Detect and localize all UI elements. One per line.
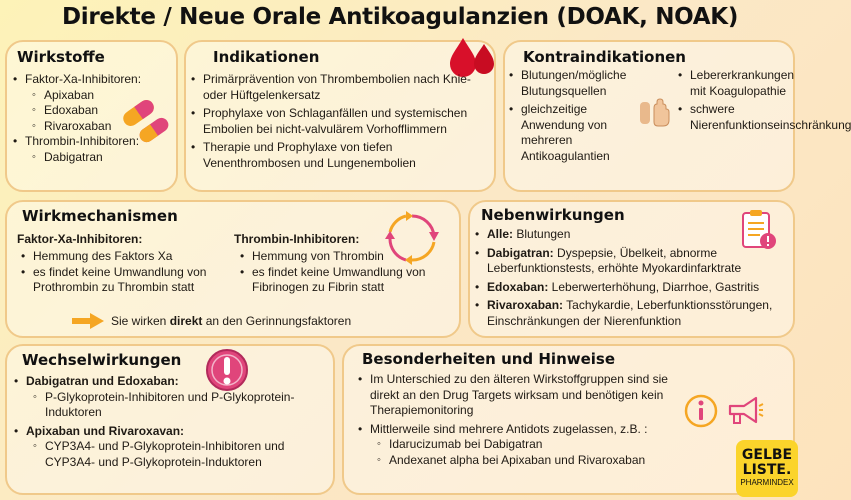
list-item: • es findet keine Umwandlung von Fibrinogen zu Fibrin statt [239,265,457,296]
nebenwirkung-label: Edoxaban: [487,279,549,294]
wechselwirkungen-list [13,374,331,470]
list-item [474,227,786,243]
kontraindikationen-col1 [508,68,635,164]
list-item: ◦ Dabigatran [12,150,174,166]
besonderheiten-heading: Besonderheiten und Hinweise [362,350,616,368]
arrow-right-icon [72,313,104,329]
megaphone-icon [724,394,764,428]
list-item [474,246,786,277]
nebenwirkung-label: Rivaroxaban: [487,298,564,312]
stop-hand-icon [636,96,676,130]
faktor-xa-subheading: Faktor-Xa-Inhibitoren: [17,232,143,246]
gelbe-liste-logo [736,440,798,497]
indikationen-list [190,72,492,171]
list-item: ◦ Andexanet alpha bei Apixaban und Rivaroxaban [357,453,683,469]
logo-line2: LISTE. [742,462,792,478]
kontraindikationen-col2 [677,68,851,133]
nebenwirkungen-heading: Nebenwirkungen [481,206,625,224]
list-item: ◦ Rivaroxaban [12,119,174,135]
list-item: • Blutungen/mögliche Blutungsquellen [508,68,635,99]
list-item: ◦ CYP3A4- und P-Glykoprotein-Inhibitoren und CYP3A4- und P-Glykoprotein-Induktoren [13,439,331,470]
list-item [474,298,786,329]
list-item: ◦ Idarucizumab bei Dabigatran [357,437,683,453]
list-item: • Primärprävention von Thrombembolien nach Knie- oder Hüftgelenkersatz [190,72,492,103]
nebenwirkung-text: Dyspepsie, Übelkeit, abnorme Leberfunktionstests, erhöhte Myokardinfarktrate [487,245,742,275]
page-title: Direkte / Neue Orale Antikoagulanzien (DOAK, NOAK) [61,4,739,30]
list-item: • Thrombin-Inhibitoren: [12,134,174,150]
list-item: • schwere Nierenfunktionseinschränkung [677,102,791,133]
note-bold: direkt [169,314,203,328]
list-item [13,424,331,440]
list-item: • Prophylaxe von Schlaganfällen und systemischen Embolien bei nicht-valvulärem Vorhofflimmern [190,106,492,137]
indikationen-heading: Indikationen [213,48,320,66]
list-item: ◦ Apixaban [12,88,174,104]
list-item: • Hemmung von Thrombin [239,249,457,265]
wirkstoffe-heading: Wirkstoffe [17,48,105,66]
list-item: • es findet keine Umwandlung von Prothrombin zu Thrombin statt [20,265,232,296]
thrombin-subheading: Thrombin-Inhibitoren: [234,232,360,246]
list-item: • Lebererkrankungen mit Koagulopathie [677,68,791,99]
wechselwirkung-group: Dabigatran und Edoxaban: [26,374,179,388]
wirkmechanismen-note [111,314,351,328]
list-item [474,280,786,296]
nebenwirkung-text: Blutungen [513,227,571,241]
kontraindikationen-heading: Kontraindikationen [523,48,686,66]
besonderheiten-list [357,372,683,468]
info-icon [684,394,718,428]
logo-line1: GELBE [741,447,793,463]
pills-icon [118,96,174,146]
list-item: • Hemmung des Faktors Xa [20,249,232,265]
list-item: • Mittlerweile sind mehrere Antidots zugelassen, z.B. : [357,422,683,438]
logo-line3: PHARMINDEX [740,478,794,487]
list-item: ◦ Edoxaban [12,103,174,119]
nebenwirkung-text: Leberwerterhöhung, Diarrhoe, Gastritis [548,279,760,294]
faktor-xa-list [20,249,232,296]
nebenwirkung-label: Alle: [487,227,514,241]
nebenwirkung-label: Dabigatran: [487,245,554,260]
note-post: an den Gerinnungsfaktoren [202,314,352,328]
note-pre: Sie wirken [111,314,170,328]
nebenwirkungen-list [474,227,786,329]
thrombin-list [239,249,457,296]
wechselwirkung-group: Apixaban und Rivaroxavan: [26,423,185,438]
nebenwirkung-text: Tachykardie, Leberfunktionsstörungen, Einschränkungen der Nierenfunktion [487,298,773,328]
list-item [13,374,331,390]
wechselwirkungen-heading: Wechselwirkungen [22,351,182,369]
list-item: ◦ P-Glykoprotein-Inhibitoren und P-Glykoprotein-Induktoren [13,390,331,421]
list-item: • Faktor-Xa-Inhibitoren: [12,72,174,88]
wirkmechanismen-heading: Wirkmechanismen [22,207,178,225]
list-item: • gleichzeitige Anwendung von mehreren Antikoagulantien [508,102,635,164]
list-item: • Im Unterschied zu den älteren Wirkstoffgruppen sind sie direkt an den Drug Targets wirksam und benötigen kein Therapiemonitoring [357,372,683,419]
list-item: • Therapie und Prophylaxe von tiefen Venenthrombosen und Lungenembolien [190,140,492,171]
